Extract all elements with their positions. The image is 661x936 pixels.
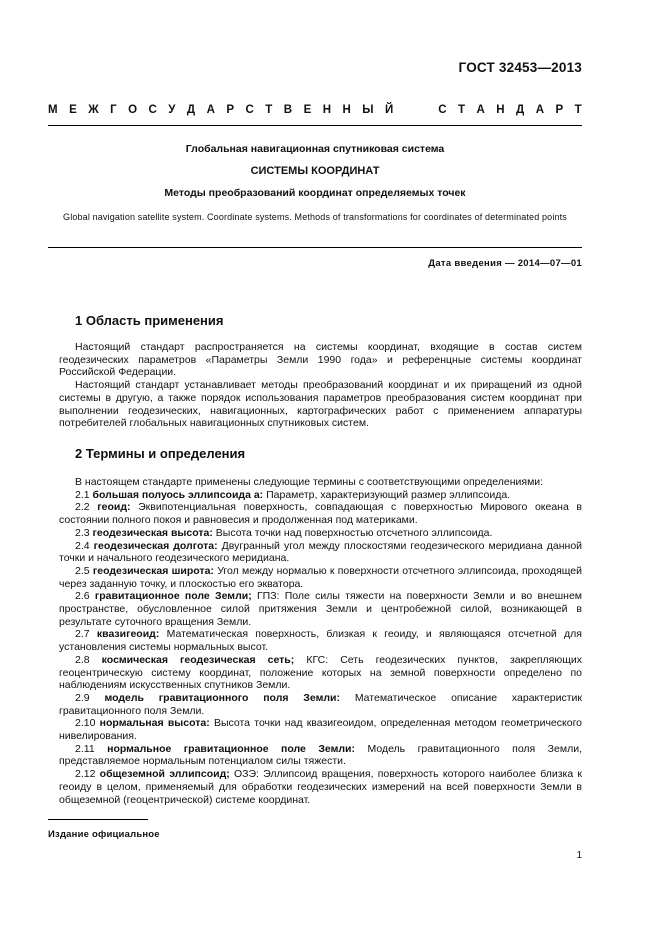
- term-name: геодезическая широта:: [92, 564, 214, 577]
- header-letter: Е: [69, 104, 77, 116]
- header-letter: Р: [555, 104, 564, 116]
- term-definition: Параметр, характеризующий размер эллипсоида.: [266, 488, 511, 501]
- term-number: 2.9: [75, 691, 90, 704]
- term-entry: [59, 717, 582, 742]
- term-number: 2.5: [75, 564, 90, 577]
- header-letter: С: [438, 104, 447, 116]
- header-letter: Р: [226, 104, 235, 116]
- header-letter: Т: [457, 104, 466, 116]
- section-2-intro: В настоящем стандарте применены следующие термины с соответствующими определениями:: [75, 476, 544, 488]
- page-number: 1: [576, 850, 582, 861]
- term-number: 2.3: [75, 526, 90, 539]
- section-1-paragraph: Настоящий стандарт устанавливает методы преобразований координат и их приращений из одной системы в другую, а также порядок использования параметров преобразования систем координат при выполнении геодезических, навигационных, картографических работ с применением аппаратуры потребителей глобальных навигационных спутниковых систем.: [59, 379, 582, 430]
- term-name: космическая геодезическая сеть;: [101, 653, 295, 666]
- term-entry: [59, 692, 582, 717]
- term-definition: Эквипотенциальная поверхность, совпадающая с поверхностью Мирового океана в состоянии полного покоя и равновесия и продолженная под материками.: [59, 501, 583, 527]
- term-entry: [59, 540, 582, 565]
- term-number: 2.11: [75, 742, 95, 755]
- term-entry: [59, 489, 582, 502]
- term-entry: [59, 654, 582, 692]
- header-rule: [48, 125, 582, 126]
- term-name: нормальная высота:: [99, 717, 210, 730]
- header-letter: Т: [265, 104, 273, 116]
- header-letter: Т: [574, 104, 582, 116]
- term-entry: [59, 565, 582, 590]
- term-entry: [59, 590, 582, 628]
- title-english: Global navigation satellite system. Coordinate systems. Methods of transformations for coordinates of determinated points: [63, 212, 567, 222]
- term-definition: Угол между нормалью к поверхности отсчетного эллипсоида, проходящей через заданную точку, и плоскостью его экватора.: [59, 564, 583, 590]
- title-line-3: Методы преобразований координат определяемых точек: [164, 187, 466, 199]
- header-letter: С: [148, 104, 157, 116]
- intro-date: Дата введения — 2014—07—01: [428, 258, 582, 269]
- header-letter: Н: [496, 104, 505, 116]
- header-letter: Д: [516, 104, 525, 116]
- term-number: 2.6: [75, 590, 90, 603]
- term-name: геоид:: [97, 501, 131, 514]
- gost-number: ГОСТ 32453—2013: [458, 60, 582, 75]
- term-number: 2.4: [75, 539, 90, 552]
- term-definition: Математическое описание характеристик гравитационного поля Земли.: [59, 691, 583, 717]
- header-letter: Ж: [88, 104, 99, 116]
- footer-rule: [48, 819, 148, 820]
- header-word-gap: [405, 104, 427, 116]
- title-line-2: СИСТЕМЫ КООРДИНАТ: [250, 165, 380, 177]
- term-definition: ГПЗ: Поле силы тяжести на поверхности Земли и во внешнем пространстве, обусловленное силой притяжения Земли и центробежной силой, возникающей в результате суточного вращения Земли.: [59, 590, 583, 628]
- header-letter: О: [128, 104, 138, 116]
- term-entry: [59, 743, 582, 768]
- term-name: гравитационное поле Земли;: [94, 590, 252, 603]
- term-number: 2.8: [75, 653, 90, 666]
- header-letter: А: [206, 104, 215, 116]
- term-name: геодезическая долгота:: [93, 539, 218, 552]
- term-name: общеземной эллипсоид;: [99, 768, 230, 781]
- header-letter: Д: [186, 104, 196, 116]
- term-definition: Модель гравитационного поля Земли, представляемое нормальным потенциалом силы тяжести.: [59, 742, 582, 768]
- section-2-heading: 2 Термины и определения: [75, 446, 246, 461]
- term-name: нормальное гравитационное поле Земли:: [107, 742, 356, 755]
- header-letter: А: [476, 104, 485, 116]
- term-name: квазигеоид:: [96, 628, 160, 641]
- term-name: модель гравитационного поля Земли:: [104, 691, 340, 704]
- term-definition: Двугранный угол между плоскостями геодезического меридиана данной точки и начального геодезического меридиана.: [59, 539, 583, 565]
- header-letter: Н: [342, 104, 351, 116]
- term-definition: Высота точки над квазигеоидом, определенная методом геометрического нивелирования.: [59, 717, 583, 743]
- edition-note: Издание официальное: [48, 829, 160, 840]
- term-definition: ОЗЭ: Эллипсоид вращения, поверхность которого наиболее близка к геоиду в целом, применяемый для обработки геодезических измерений на всей поверхности Земли в общеземной (геоцентрической) системе координат.: [59, 768, 583, 806]
- header-letter: Г: [110, 104, 117, 116]
- term-entry: [59, 768, 582, 806]
- term-definition: Высота точки над поверхностью отсчетного эллипсоида.: [215, 526, 493, 539]
- section-2-body: [59, 476, 582, 806]
- section-1-heading: 1 Область применения: [75, 313, 224, 328]
- section-1-paragraph: Настоящий стандарт распространяется на системы координат, входящие в состав систем геодезических параметров «Параметры Земли 1990 года» и референцные системы координат Российской Федерации.: [59, 341, 582, 379]
- standard-type-header: [48, 104, 582, 116]
- term-name: большая полуось эллипсоида a:: [92, 488, 264, 501]
- header-letter: А: [535, 104, 545, 116]
- header-letter: Е: [303, 104, 312, 116]
- term-number: 2.10: [75, 717, 96, 730]
- term-number: 2.7: [75, 628, 90, 641]
- title-block: [48, 143, 582, 224]
- term-entry: [59, 628, 582, 653]
- section-1-body: [59, 341, 582, 430]
- header-letter: У: [168, 104, 176, 116]
- header-letter: Н: [322, 104, 332, 116]
- term-name: геодезическая высота:: [92, 526, 213, 539]
- header-letter: М: [48, 104, 58, 116]
- title-line-1: Глобальная навигационная спутниковая система: [185, 143, 445, 155]
- term-number: 2.12: [75, 768, 96, 781]
- header-letter: Ы: [362, 104, 374, 116]
- header-letter: Й: [385, 104, 394, 116]
- header-letter: С: [245, 104, 254, 116]
- header-letter: В: [283, 104, 293, 116]
- term-entry: [59, 501, 582, 526]
- term-definition: КГС: Сеть геодезических пунктов, закрепляющих геоцентрическую систему координат, положение которых на земной поверхности определено по наблюдениям искусственных спутников Земли.: [59, 653, 582, 692]
- term-number: 2.2: [75, 501, 90, 514]
- term-definition: Математическая поверхность, близкая к геоиду, и являющаяся отсчетной для установления системы нормальных высот.: [59, 628, 582, 654]
- term-number: 2.1: [75, 488, 90, 501]
- title-rule: [48, 247, 582, 248]
- term-entry: [59, 527, 582, 540]
